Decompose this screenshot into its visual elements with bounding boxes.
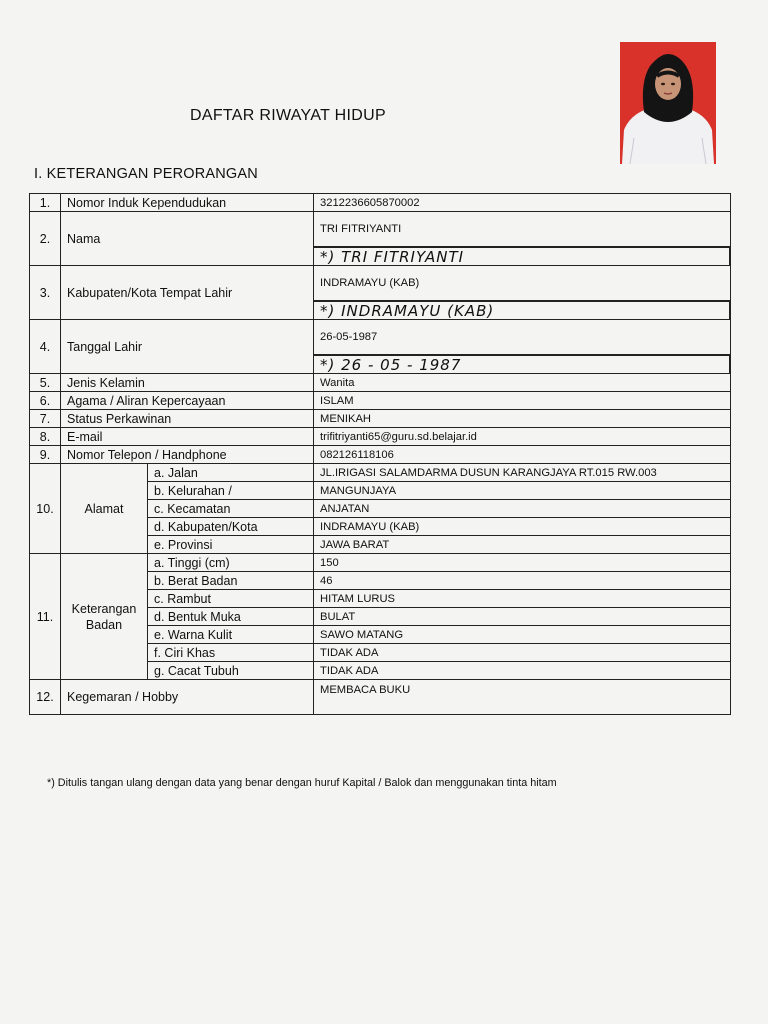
row-number: 3. [30, 266, 61, 320]
handwritten-value: *) INDRAMAYU (KAB) [314, 301, 730, 320]
table-row [30, 194, 731, 212]
field-value: JAWA BARAT [314, 536, 730, 554]
table-row [30, 464, 731, 482]
field-label: Kegemaran / Hobby [61, 680, 314, 715]
row-number: 10. [30, 464, 61, 554]
document-title: DAFTAR RIWAYAT HIDUP [190, 107, 386, 124]
table-row [30, 392, 731, 410]
sub-field-label: c. Kecamatan [148, 500, 314, 518]
row-number: 2. [30, 212, 61, 266]
field-label: Kabupaten/Kota Tempat Lahir [61, 266, 314, 320]
field-label [61, 554, 148, 680]
field-value: INDRAMAYU (KAB) [314, 266, 730, 302]
field-value: ISLAM [314, 392, 730, 410]
field-value: TRI FITRIYANTI [314, 212, 730, 248]
field-value: BULAT [314, 608, 730, 626]
row-number: 1. [30, 194, 61, 212]
sub-field-label: a. Tinggi (cm) [148, 554, 314, 572]
table-row [30, 446, 731, 464]
personal-info-table [29, 193, 731, 715]
row-number: 12. [30, 680, 61, 715]
field-value: INDRAMAYU (KAB) [314, 518, 730, 536]
field-label: Nomor Induk Kependudukan [61, 194, 314, 212]
table-row [30, 212, 731, 248]
field-value: SAWO MATANG [314, 626, 730, 644]
field-value: 082126118106 [314, 446, 730, 464]
field-label: Agama / Aliran Kepercayaan [61, 392, 314, 410]
field-value: 26-05-1987 [314, 320, 730, 356]
field-value: TIDAK ADA [314, 644, 730, 662]
sub-field-label: e. Warna Kulit [148, 626, 314, 644]
passport-photo [620, 42, 716, 164]
field-label-line: Badan [85, 617, 123, 632]
field-label-line: Keterangan [71, 601, 137, 616]
field-value: JL.IRIGASI SALAMDARMA DUSUN KARANGJAYA RT.015 RW.003 [314, 464, 730, 482]
field-value: 150 [314, 554, 730, 572]
table-row [30, 428, 731, 446]
sub-field-label: e. Provinsi [148, 536, 314, 554]
field-value: MANGUNJAYA [314, 482, 730, 500]
table-row [30, 320, 731, 356]
field-value: TIDAK ADA [314, 662, 730, 680]
sub-field-label: c. Rambut [148, 590, 314, 608]
field-value: ANJATAN [314, 500, 730, 518]
footnote: *) Ditulis tangan ulang dengan data yang benar dengan huruf Kapital / Balok dan menggunakan tinta hitam [47, 777, 557, 789]
field-value: 46 [314, 572, 730, 590]
table-row [30, 554, 731, 572]
table-row [30, 266, 731, 302]
sub-field-label: d. Bentuk Muka [148, 608, 314, 626]
field-label: Alamat [61, 464, 148, 554]
row-number: 9. [30, 446, 61, 464]
field-label: Nomor Telepon / Handphone [61, 446, 314, 464]
field-label: Status Perkawinan [61, 410, 314, 428]
row-number: 5. [30, 374, 61, 392]
field-label: E-mail [61, 428, 314, 446]
section-title: I. KETERANGAN PERORANGAN [34, 166, 258, 182]
sub-field-label: f. Ciri Khas [148, 644, 314, 662]
row-number: 6. [30, 392, 61, 410]
row-number: 8. [30, 428, 61, 446]
field-value: MENIKAH [314, 410, 730, 428]
row-number: 7. [30, 410, 61, 428]
sub-field-label: a. Jalan [148, 464, 314, 482]
field-value: Wanita [314, 374, 730, 392]
sub-field-label: d. Kabupaten/Kota [148, 518, 314, 536]
field-value: 3212236605870002 [314, 194, 730, 212]
table-row [30, 410, 731, 428]
field-value: HITAM LURUS [314, 590, 730, 608]
field-label: Jenis Kelamin [61, 374, 314, 392]
handwritten-value: *) 26 - 05 - 1987 [314, 355, 730, 374]
sub-field-label: g. Cacat Tubuh [148, 662, 314, 680]
field-value: trifitriyanti65@guru.sd.belajar.id [314, 428, 730, 446]
table-row [30, 374, 731, 392]
field-value: MEMBACA BUKU [314, 680, 730, 715]
sub-field-label: b. Kelurahan / [148, 482, 314, 500]
sub-field-label: b. Berat Badan [148, 572, 314, 590]
table-row [30, 680, 731, 715]
row-number: 4. [30, 320, 61, 374]
row-number: 11. [30, 554, 61, 680]
field-label: Nama [61, 212, 314, 266]
field-label: Tanggal Lahir [61, 320, 314, 374]
handwritten-value: *) TRI FITRIYANTI [314, 247, 730, 266]
